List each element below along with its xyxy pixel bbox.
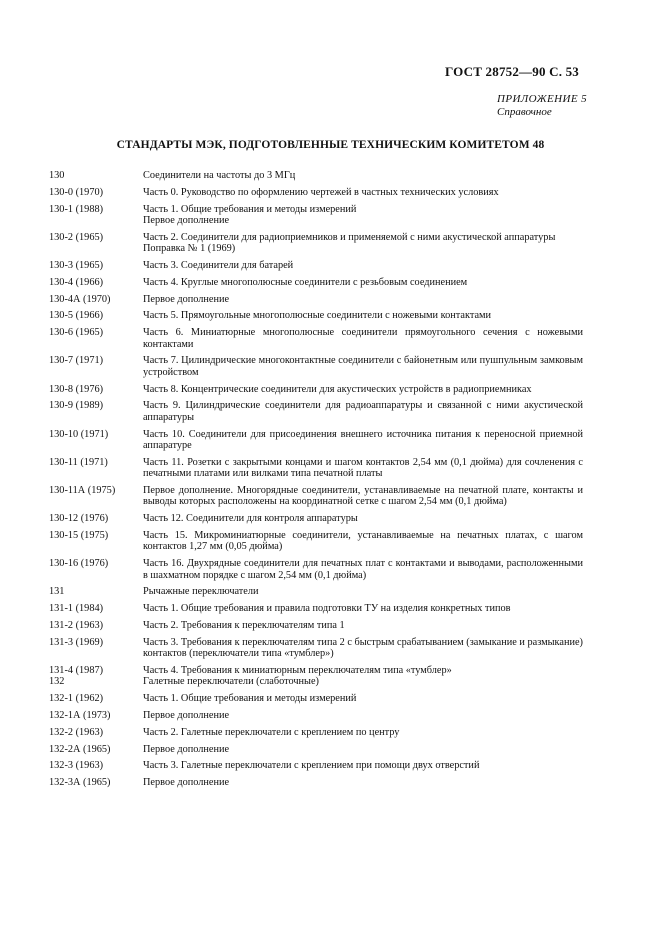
table-row [49, 676, 583, 687]
standard-description [143, 400, 583, 423]
description-line: Первое дополнение [143, 293, 230, 305]
standard-code: 131-1 (1984) [49, 603, 104, 615]
standard-description [143, 294, 583, 305]
standard-description [143, 637, 583, 660]
standard-description [143, 530, 583, 553]
standard-description [143, 187, 583, 198]
description-line: Часть 7. Цилиндрические многоконтактные соединители с байонетным или пушпульным замковым устройством [143, 355, 583, 378]
table-row [49, 170, 583, 181]
description-line: Часть 2. Соединители для радиоприемников и применяемой с ними акустической аппаратуры [143, 231, 556, 243]
description-line: Часть 8. Концентрические соединители для акустических устройств в радиоприемниках [143, 383, 532, 395]
table-row [49, 457, 583, 480]
description-line: Часть 5. Прямоугольные многополюсные соединители с ножевыми контактами [143, 310, 492, 322]
standard-description [143, 485, 583, 508]
table-row [49, 485, 583, 508]
description-line: Часть 12. Соединители для контроля аппаратуры [143, 513, 358, 525]
description-line: Часть 3. Требования к переключателям типа 2 с быстрым срабатыванием (замыкание и размыкание) контактов (переключатели типа «тумблер») [143, 636, 583, 660]
standard-description [143, 204, 583, 227]
table-row [49, 744, 583, 755]
standard-code: 132-1 (1962) [49, 693, 104, 705]
table-row [49, 400, 583, 423]
standard-code: 132 [49, 676, 65, 688]
standard-code: 131-2 (1963) [49, 620, 104, 631]
standard-code: 130-6 (1965) [49, 327, 104, 339]
standard-code: 130-5 (1966) [49, 310, 104, 322]
standard-description [143, 744, 583, 755]
description-line: Часть 4. Требования к миниатюрным переключателям типа «тумблер» [143, 665, 452, 676]
standard-description [143, 586, 583, 597]
description-line: Часть 10. Соединители для присоединения внешнего источника питания к переносной приемной аппаратуре [143, 428, 583, 451]
standard-description [143, 232, 583, 255]
standard-code: 132-3 (1963) [49, 760, 104, 772]
standard-code: 131 [49, 586, 65, 598]
table-row [49, 277, 583, 288]
standard-description [143, 603, 583, 614]
standard-code: 130-10 (1971) [49, 428, 109, 440]
standard-description [143, 429, 583, 452]
description-line: Первое дополнение [143, 743, 230, 755]
table-row [49, 355, 583, 378]
standard-code: 130-11 (1971) [49, 456, 108, 468]
description-line: Часть 4. Круглые многополюсные соединители с резьбовым соединением [143, 276, 468, 288]
standard-code: 132-2А (1965) [49, 743, 111, 755]
table-row [49, 760, 583, 771]
standard-code: 130-7 (1971) [49, 355, 104, 367]
table-row [49, 530, 583, 553]
table-row [49, 637, 583, 660]
appendix-status: Справочное [497, 106, 552, 118]
table-row [49, 327, 583, 350]
description-line: Часть 6. Миниатюрные многополюсные соединители прямоугольного сечения с ножевыми контактами [143, 327, 583, 350]
standard-code: 130-1 (1988) [49, 203, 104, 215]
standards-table [49, 170, 583, 794]
description-line: Часть 2. Галетные переключатели с креплением по центру [143, 726, 400, 738]
table-row [49, 310, 583, 321]
table-row [49, 777, 583, 788]
description-line: Часть 9. Цилиндрические соединители для радиоаппаратуры и связанной с ними акустической аппаратуры [143, 400, 583, 423]
description-line: Первое дополнение [143, 215, 230, 226]
standard-description [143, 665, 583, 676]
page-title: СТАНДАРТЫ МЭК, ПОДГОТОВЛЕННЫЕ ТЕХНИЧЕСКИМ КОМИТЕТОМ 48 [116, 139, 545, 151]
standard-code: 130-12 (1976) [49, 513, 109, 525]
description-line: Поправка № 1 (1969) [143, 243, 236, 255]
standard-code: 131-4 (1987) [49, 665, 104, 676]
standard-description [143, 760, 583, 771]
table-row [49, 232, 583, 255]
table-row [49, 429, 583, 452]
description-line: Часть 3. Соединители для батарей [143, 260, 294, 271]
table-row [49, 603, 583, 614]
table-row [49, 710, 583, 721]
gost-page-header: ГОСТ 28752—90 С. 53 [445, 64, 579, 79]
standard-code: 130-2 (1965) [49, 231, 104, 243]
description-line: Часть 1. Общие требования и правила подготовки ТУ на изделия конкретных типов [143, 603, 511, 615]
standard-description [143, 170, 583, 181]
description-line: Соединители на частоты до 3 МГц [143, 170, 296, 181]
standard-description [143, 513, 583, 524]
description-line: Часть 1. Общие требования и методы измерений [143, 693, 357, 705]
table-row [49, 294, 583, 305]
table-row [49, 620, 583, 631]
standard-description [143, 384, 583, 395]
table-row [49, 187, 583, 198]
standard-code: 130-15 (1975) [49, 530, 109, 541]
appendix-number: ПРИЛОЖЕНИЕ 5 [497, 93, 588, 105]
table-row [49, 384, 583, 395]
description-line: Рычажные переключатели [143, 586, 259, 598]
standard-code: 130-4А (1970) [49, 293, 111, 305]
appendix-label-block [497, 93, 587, 119]
standard-description [143, 310, 583, 321]
standard-description [143, 260, 583, 271]
standard-description [143, 355, 583, 378]
standard-code: 132-2 (1963) [49, 726, 104, 738]
standard-code: 130-11А (1975) [49, 485, 116, 496]
description-line: Часть 2. Требования к переключателям типа 1 [143, 620, 345, 631]
standard-code: 130-0 (1970) [49, 186, 104, 198]
standard-description [143, 558, 583, 581]
description-line: Первое дополнение [143, 777, 230, 789]
standard-description [143, 620, 583, 631]
table-row [49, 260, 583, 271]
table-row [49, 665, 583, 676]
description-line: Часть 15. Микроминиатюрные соединители, устанавливаемые на печатных платах, с шагом контактов 1,27 мм (0,05 дюйма) [143, 530, 583, 553]
standard-description [143, 693, 583, 704]
standard-description [143, 727, 583, 738]
table-row [49, 586, 583, 597]
description-line: Часть 16. Двухрядные соединители для печатных плат с контактами и выводами, расположенными в шахматном порядке с шагом 2,54 мм (0,1 дюйма) [143, 558, 583, 581]
table-row [49, 204, 583, 227]
description-line: Галетные переключатели (слаботочные) [143, 676, 319, 688]
standard-description [143, 777, 583, 788]
standard-code: 132-3А (1965) [49, 777, 111, 789]
standard-code: 130-16 (1976) [49, 558, 109, 570]
standard-code: 132-1А (1973) [49, 710, 111, 721]
standard-description [143, 327, 583, 350]
description-line: Часть 1. Общие требования и методы измерений [143, 203, 357, 215]
description-line: Первое дополнение [143, 710, 230, 721]
standard-code: 130-9 (1989) [49, 400, 104, 412]
standard-code: 131-3 (1969) [49, 636, 104, 648]
standard-description [143, 277, 583, 288]
table-row [49, 727, 583, 738]
description-line: Часть 0. Руководство по оформлению чертежей в частных технических условиях [143, 186, 499, 198]
table-row [49, 558, 583, 581]
standard-description [143, 676, 583, 687]
standard-description [143, 710, 583, 721]
table-row [49, 513, 583, 524]
standard-code: 130-8 (1976) [49, 383, 104, 395]
standard-code: 130-3 (1965) [49, 260, 104, 271]
table-row [49, 693, 583, 704]
standard-code: 130-4 (1966) [49, 276, 104, 288]
standard-code: 130 [49, 170, 65, 181]
standard-description [143, 457, 583, 480]
description-line: Первое дополнение. Многорядные соединители, устанавливаемые на печатной плате, контакты и выводы которых расположены на координатной сетке с шагом 2,54 мм (0,1 дюйма) [143, 485, 583, 508]
description-line: Часть 11. Розетки с закрытыми концами и шагом контактов 2,54 мм (0,1 дюйма) для сочленения с печатными платами или вилками типа печатной платы [143, 456, 583, 480]
description-line: Часть 3. Галетные переключатели с креплением при помощи двух отверстий [143, 760, 480, 772]
